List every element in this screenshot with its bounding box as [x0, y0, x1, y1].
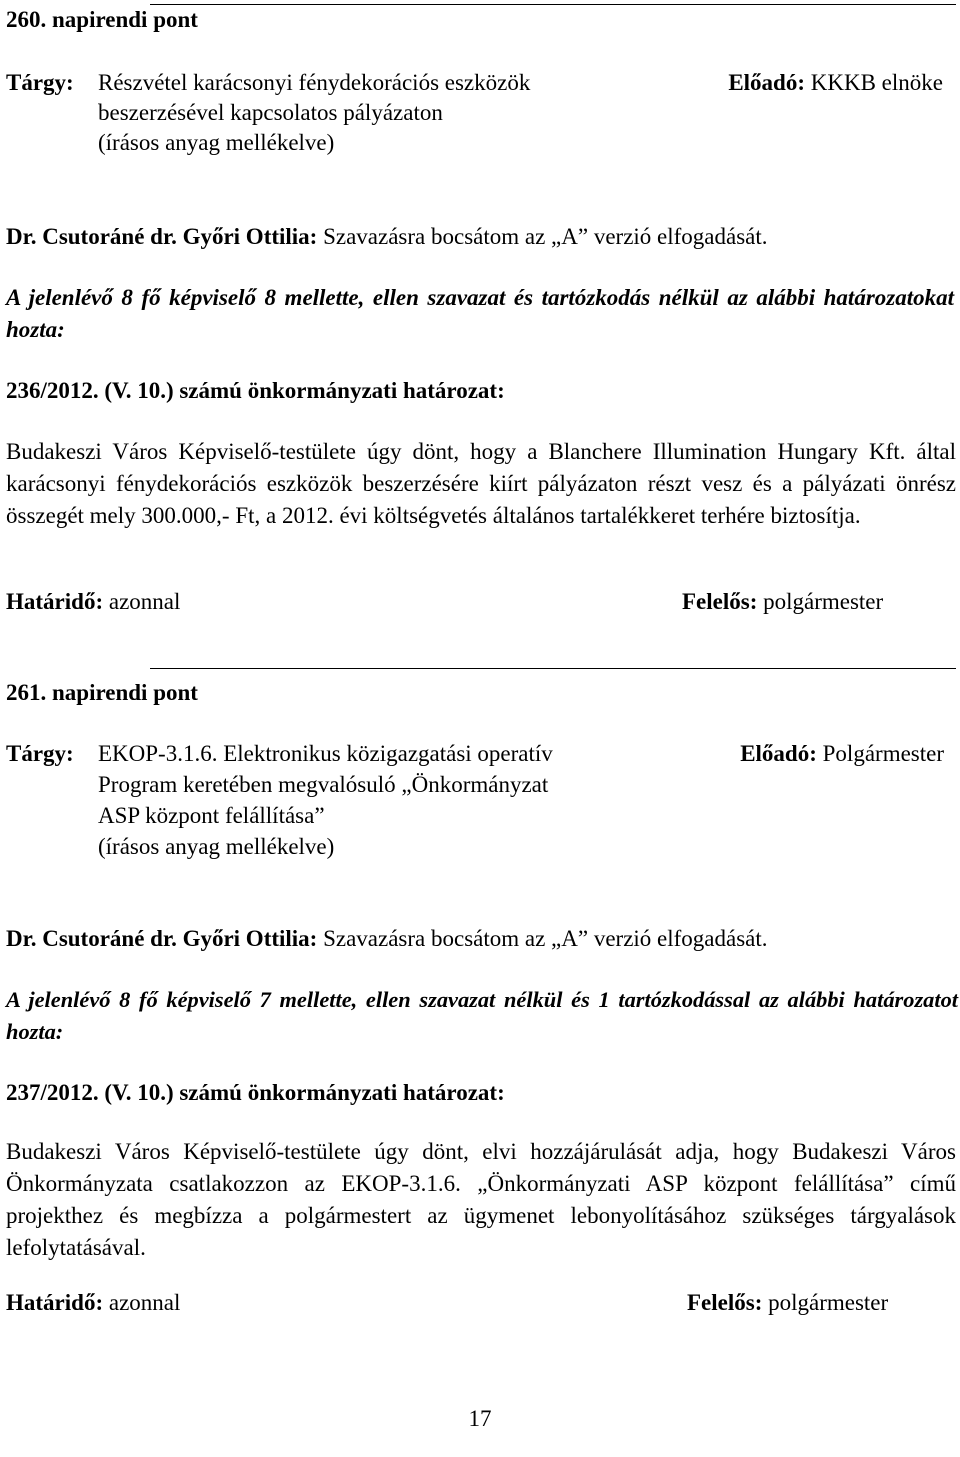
section-separator-line	[150, 668, 956, 669]
speaker-statement	[6, 221, 768, 253]
speaker-text: Szavazásra bocsátom az „A” verzió elfogadását.	[323, 224, 768, 249]
responsible-value: polgármester	[763, 589, 884, 614]
vote-result-text: A jelenlévő 8 fő képviselő 7 mellette, ellen szavazat nélkül és 1 tartózkodással az alábbi határozatot hozta:	[6, 987, 958, 1044]
resolution-body: Budakeszi Város Képviselő-testülete úgy dönt, elvi hozzájárulását adja, hogy Budakeszi Város Önkormányzata csatlakozzon az EKOP-3.1.6. „Önkormányzati ASP központ felállítása” című projekthez és megbízza a polgármestert az ügymenet lebonyolításához szükséges tárgyalások lefolytatásával.	[6, 1139, 956, 1260]
deadline-value: azonnal	[108, 1290, 181, 1315]
agenda-item-heading: 260. napirendi pont	[6, 7, 198, 32]
vote-result	[6, 984, 958, 1048]
deadline	[6, 586, 180, 618]
deadline-label: Határidő:	[6, 1290, 104, 1315]
presenter	[728, 67, 943, 99]
subject-line: Program keretében megvalósuló „Önkormányzat	[98, 772, 549, 797]
vote-result-text: A jelenlévő 8 fő képviselő 8 mellette, ellen szavazat és tartózkodás nélkül az alábbi határozatokat hozta:	[6, 285, 954, 342]
resolution-title: 237/2012. (V. 10.) számú önkormányzati határozat:	[6, 1080, 505, 1105]
responsible-value: polgármester	[768, 1290, 889, 1315]
subject-line: EKOP-3.1.6. Elektronikus közigazgatási operatív	[98, 741, 553, 766]
speaker-name: Dr. Csutoráné dr. Győri Ottilia:	[6, 224, 318, 249]
subject-line: (írásos anyag mellékelve)	[98, 130, 335, 155]
subject-label: Tárgy:	[6, 70, 74, 95]
subject-line: (írásos anyag mellékelve)	[98, 834, 335, 859]
speaker-name: Dr. Csutoráné dr. Győri Ottilia:	[6, 926, 318, 951]
top-separator-line	[150, 4, 956, 5]
presenter-value: Polgármester	[822, 741, 944, 766]
deadline-label: Határidő:	[6, 589, 104, 614]
responsible-label: Felelős:	[687, 1290, 763, 1315]
subject-line: beszerzésével kapcsolatos pályázaton	[98, 100, 443, 125]
presenter	[740, 738, 944, 770]
subject-line: Részvétel karácsonyi fénydekorációs eszközök	[98, 70, 531, 95]
agenda-item-heading: 261. napirendi pont	[6, 680, 198, 705]
resolution-title: 236/2012. (V. 10.) számú önkormányzati határozat:	[6, 378, 505, 403]
subject-label: Tárgy:	[6, 741, 74, 766]
presenter-label: Előadó:	[740, 741, 817, 766]
speaker-text: Szavazásra bocsátom az „A” verzió elfogadását.	[323, 926, 768, 951]
responsible	[682, 586, 883, 618]
deadline-value: azonnal	[108, 589, 181, 614]
resolution-body: Budakeszi Város Képviselő-testülete úgy dönt, hogy a Blanchere Illumination Hungary Kft. által karácsonyi fénydekorációs eszközök beszerzésére kiírt pályázaton részt vesz és a pályázati önrész összegét mely 300.000,- Ft, a 2012. évi költségvetés általános tartalékkeret terhére biztosítja.	[6, 439, 956, 528]
vote-result	[6, 282, 954, 346]
subject-line: ASP központ felállítása”	[98, 803, 325, 828]
responsible	[687, 1287, 888, 1319]
speaker-statement	[6, 923, 768, 955]
presenter-value: KKKB elnöke	[810, 70, 943, 95]
deadline	[6, 1287, 180, 1319]
presenter-label: Előadó:	[728, 70, 806, 95]
responsible-label: Felelős:	[682, 589, 758, 614]
page-number: 17	[468, 1406, 492, 1431]
